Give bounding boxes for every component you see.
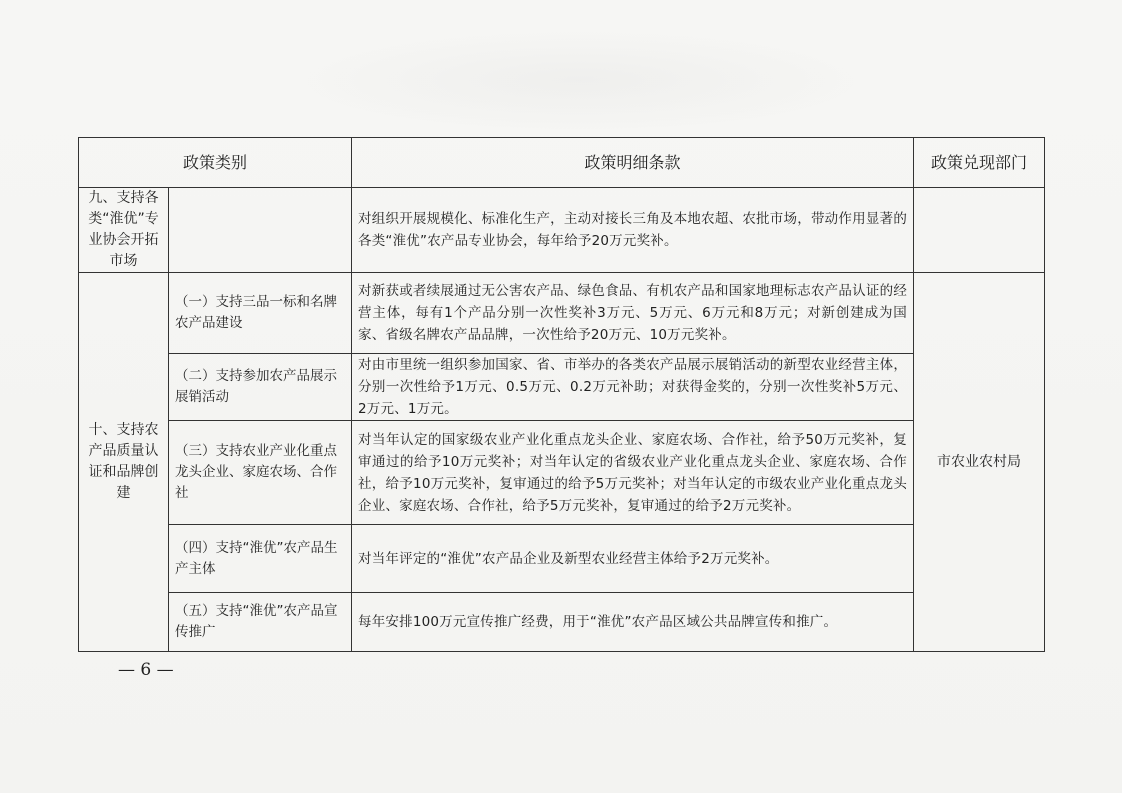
category-cell: 十、支持农产品质量认证和品牌创建 [79, 273, 169, 652]
detail-cell: 对当年认定的国家级农业产业化重点龙头企业、家庭农场、合作社，给予50万元奖补，复审通过的给予10万元奖补；对当年认定的省级农业产业化重点龙头企业、家庭农场、合作社，给予10万元奖补，复审通过的给予5万元奖补；对当年认定的市级农业产业化重点龙头企业、家庭农场、合作社，给予5万元奖补，复审通过的给予2万元奖补。 [352, 421, 914, 525]
detail-cell: 对由市里统一组织参加国家、省、市举办的各类农产品展示展销活动的新型农业经营主体，分别一次性给予1万元、0.5万元、0.2万元补助；对获得金奖的，分别一次性奖补5万元、2万元、1万元。 [352, 354, 914, 421]
table-row [79, 525, 1045, 593]
page-number: — 6 — [118, 660, 174, 680]
sub-category-cell: （五）支持“淮优”农产品宣传推广 [169, 593, 352, 652]
table-row [79, 421, 1045, 525]
policy-table [78, 137, 1045, 652]
table-row [79, 188, 1045, 273]
header-category: 政策类别 [79, 138, 352, 188]
detail-cell: 每年安排100万元宣传推广经费，用于“淮优”农产品区域公共品牌宣传和推广。 [352, 593, 914, 652]
category-cell: 九、支持各类“淮优”专业协会开拓市场 [79, 188, 169, 273]
sub-category-cell: （二）支持参加农产品展示展销活动 [169, 354, 352, 421]
table-row [79, 593, 1045, 652]
sub-category-cell: （一）支持三品一标和名牌农产品建设 [169, 273, 352, 354]
department-cell [914, 188, 1045, 273]
detail-cell: 对当年评定的“淮优”农产品企业及新型农业经营主体给予2万元奖补。 [352, 525, 914, 593]
sub-category-cell: （三）支持农业产业化重点龙头企业、家庭农场、合作社 [169, 421, 352, 525]
sub-category-cell: （四）支持“淮优”农产品生产主体 [169, 525, 352, 593]
scan-artifact [300, 30, 860, 130]
detail-cell: 对组织开展规模化、标准化生产，主动对接长三角及本地农超、农批市场，带动作用显著的各类“淮优”农产品专业协会，每年给予20万元奖补。 [352, 188, 914, 273]
table-row [79, 273, 1045, 354]
header-row [79, 138, 1045, 188]
detail-cell: 对新获或者续展通过无公害农产品、绿色食品、有机农产品和国家地理标志农产品认证的经营主体，每有1个产品分别一次性奖补3万元、5万元、6万元和8万元；对新创建成为国家、省级名牌农产品品牌，一次性给予20万元、10万元奖补。 [352, 273, 914, 354]
department-cell: 市农业农村局 [914, 273, 1045, 652]
table-row [79, 354, 1045, 421]
sub-category-cell [169, 188, 352, 273]
header-department: 政策兑现部门 [914, 138, 1045, 188]
header-detail: 政策明细条款 [352, 138, 914, 188]
